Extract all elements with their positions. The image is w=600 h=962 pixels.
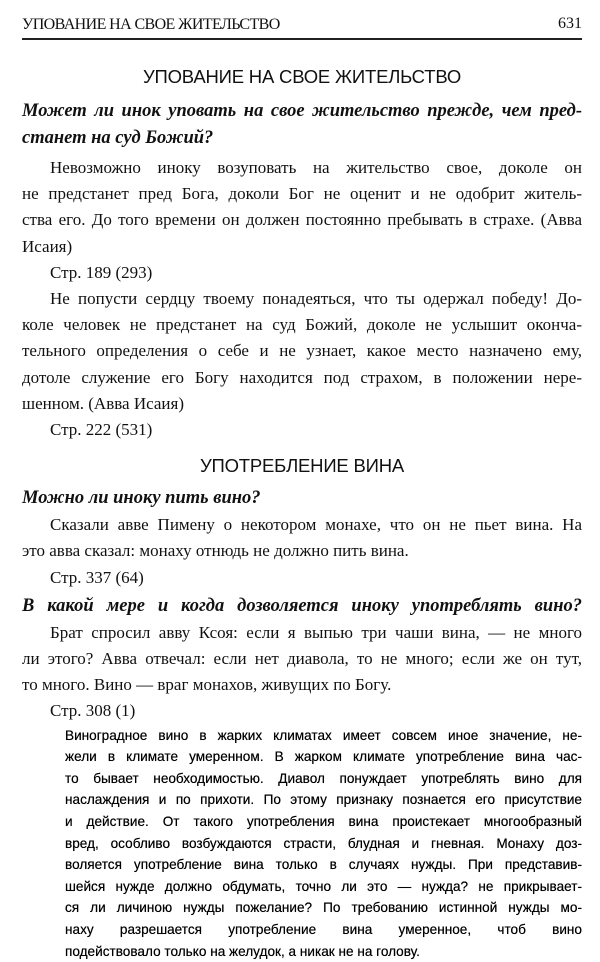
paragraph [22,512,582,564]
text-line: ства его. До того времени он должен постоянно пребывать в страхе. (Авва [22,210,582,230]
question-line: станет на суд Божий? [22,128,214,148]
text-line: то много. Вино — враг монахов, живущих по Богу. [22,675,392,695]
question-line: В какой мере и когда дозволяется иноку употреблять вино? [22,595,582,616]
text-line: Не попусти сердцу твоему понадеяться, что ты одержал победу! До- [50,289,582,309]
text-line: дотоле служение его Богу находится под страхом, в положении нере- [22,367,582,387]
note-line: и действие. От такого употребления вина проистекает многообразный [65,814,582,830]
running-head [22,8,582,40]
question-line: Можно ли иноку пить вино? [22,488,261,509]
note-line: то бывает необходимостью. Диавол понуждает употреблять вино для [65,770,582,786]
text-line: тельного определения о себе и не узнает, какое место назначено ему, [22,341,582,361]
paragraph [22,620,582,699]
text-line: это авва сказал: монаху отнюдь не должно пить вина. [22,541,409,561]
section-question [22,485,582,512]
note-line: Виноградное вино в жарких климатах имеет совсем иное значение, не- [65,727,582,743]
text-line: не предстанет пред Бога, доколи Бог не оценит и не одобрит житель- [22,184,582,204]
page-reference: Стр. 308 (1) [50,701,136,721]
page-number: 631 [558,15,582,32]
note-line: шейся нужде должно обдумать, точно ли это — нужда? не прикрывает- [65,878,582,894]
text-line: ли этого? Авва отвечал: если нет диавола, то не много; если же он тут, [22,649,582,669]
page-reference: Стр. 189 (293) [50,262,153,282]
note-line: ся ли личиною нужды пожелание? По требованию истинной нужды мо- [65,900,582,916]
text-line: Исаия) [22,236,73,256]
note-line: воляется употребление вина только в случаях нужды. При представив- [65,857,582,873]
text-line: коле человек не предстанет на суд Божий, доколе не услышит оконча- [22,315,582,335]
note-line: наслаждения и по прихоти. По этому признаку познается его присутствие [65,792,582,808]
section-question [22,593,582,620]
section-title: УПОВАНИЕ НА СВОЕ ЖИТЕЛЬСТВО [142,66,462,87]
paragraph [22,286,582,417]
text-line: Сказали авве Пимену о некотором монахе, что он не пьет вина. На [50,515,582,535]
text-line: Брат спросил авву Ксоя: если я выпью три чаши вина, — не много [50,622,582,642]
question-line: Может ли инок уповать на свое жительство прежде, чем пред- [22,101,582,121]
note-line: вред, особливо возбуждаются страсти, блудная и гневная. Монаху доз- [65,835,582,851]
page-reference: Стр. 337 (64) [50,567,144,587]
text-line: Невозможно иноку возуповать на жительство свое, доколе он [50,158,582,177]
page-reference: Стр. 222 (531) [50,420,153,440]
section-question [22,98,582,152]
text-line: шенном. (Авва Исаия) [22,393,184,413]
section-title: УПОТРЕБЛЕНИЕ ВИНА [199,455,405,477]
note-line: подействовало только на желудок, а никак не на голову. [65,943,420,959]
paragraph [22,155,582,260]
note-line: жели в климате умеренном. В жарком климате употребление вина час- [65,749,582,765]
commentary-note [65,725,582,962]
running-head-title: УПОВАНИЕ НА СВОЕ ЖИТЕЛЬСТВО [22,16,280,33]
note-line: наху разрешается употребление вина умеренное, чтоб вино [65,922,582,937]
